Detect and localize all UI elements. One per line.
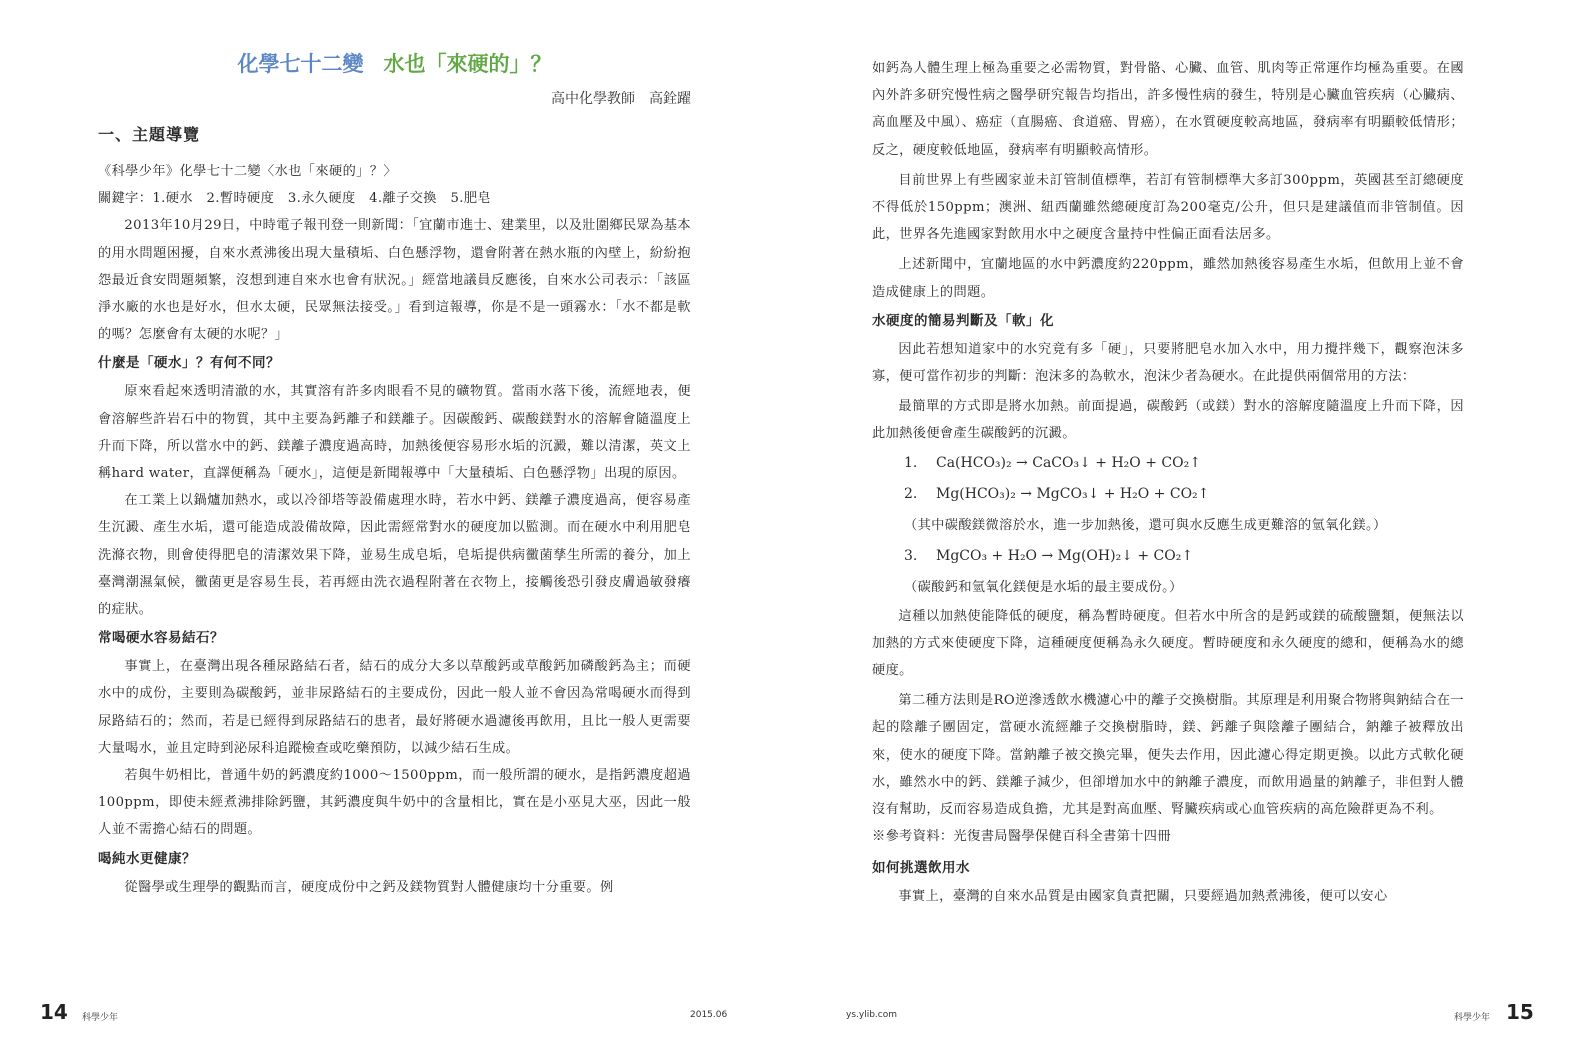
paragraph-what: 原來看起來透明清澈的水，其實溶有許多肉眼看不見的礦物質。當雨水落下後，流經地表，便會溶解些許岩石中的物質，其中主要為鈣離子和鎂離子。因碳酸鈣、碳酸鎂對水的溶解會隨溫度上升而下降，所以當水中的鈣、鎂離子濃度過高時，加熱後便容易形水垢的沉澱，難以清潔，英文上稱hard water，直譯便稱為「硬水」，這便是新聞報導中「大量積垢、白色懸浮物」出現的原因。 <box>98 384 691 482</box>
right-footer <box>794 1000 1588 1030</box>
section-heading: 一、主題導覽 <box>98 125 201 144</box>
paragraph-soap-test: 因此若想知道家中的水究竟有多「硬」，只要將肥皂水加入水中，用力攪拌幾下，觀察泡沫多寡，便可當作初步的判斷：泡沫多的為軟水，泡沫少者為硬水。在此提供兩個常用的方法： <box>872 341 1464 385</box>
reference-line: ※參考資料：光復書局醫學保健百科全書第十四冊 <box>872 829 1171 845</box>
paragraph-continued: 如鈣為人體生理上極為重要之必需物質，對骨骼、心臟、血管、肌肉等正常運作均極為重要。在國內外許多研究慢性病之醫學研究報告均指出，許多慢性病的發生，特別是心臟血管疾病（心臟病、高血壓及中風）、癌症（直腸癌、食道癌、胃癌），在水質硬度較高地區，發病率有明顯較低情形；反之，硬度較低地區，發病率有明顯較高情形。 <box>872 61 1464 158</box>
paragraph-milk: 若與牛奶相比，普通牛奶的鈣濃度約1000～1500ppm，而一般所謂的硬水，是指鈣濃度超過100ppm，即使未經煮沸排除鈣鹽，其鈣濃度與牛奶中的含量相比，實在是小巫見大巫，因此一般人並不需擔心結石的問題。 <box>98 768 691 838</box>
subheading-judge-soften: 水硬度的簡易判斷及「軟」化 <box>872 312 1054 329</box>
equation-2-formula: Mg(HCO₃)₂ → MgCO₃↓ + H₂O + CO₂↑ <box>936 485 1210 502</box>
subheading-kidney-stones: 常喝硬水容易結石？ <box>98 630 224 647</box>
website-url: ys.ylib.com <box>846 1010 897 1020</box>
note-scale: （碳酸鈣和氫氧化鎂便是水垢的最主要成份。） <box>904 579 1183 595</box>
paragraph-news: 2013年10月29日，中時電子報刊登一則新聞：「宜蘭市進士、建業里，以及壯圍鄉民眾為基本的用水問題困擾，自來水煮沸後出現大量積垢、白色懸浮物，還會附著在熱水瓶的內壁上，紛紛抱怨最近食安問題頻繁，沒想到連自來水也會有狀況。」經當地議員反應後，自來水公司表示：「該區淨水廠的水也是好水，但水太硬，民眾無法接受。」看到這報導，你是不是一頭霧水：「水不都是軟的嗎？怎麼會有太硬的水呢？」 <box>98 218 691 343</box>
paragraph-heating: 最簡單的方式即是將水加熱。前面提過，碳酸鈣（或鎂）對水的溶解度隨溫度上升而下降，因此加熱後便會產生碳酸鈣的沉澱。 <box>872 399 1464 442</box>
subheading-what-is-hard-water: 什麼是「硬水」？有何不同？ <box>98 355 280 372</box>
equation-1 <box>904 448 1464 479</box>
subheading-choose-water: 如何挑選飲用水 <box>872 860 970 877</box>
title-series: 化學七十二變 <box>237 52 364 76</box>
magazine-name-left: 科學少年 <box>82 1013 119 1023</box>
equation-3 <box>904 541 1464 572</box>
paragraph-pure: 從醫學或生理學的觀點而言，硬度成份中之鈣及鎂物質對人體健康均十分重要。例 <box>124 879 614 895</box>
paragraph-industry: 在工業上以鍋爐加熱水，或以冷卻塔等設備處理水時，若水中鈣、鎂離子濃度過高，便容易產生沉澱、產生水垢，還可能造成設備故障，因此需經常對水的硬度加以監測。而在硬水中利用肥皂洗滌衣物，則會使得肥皂的清潔效果下降，並易生成皂垢，皂垢提供病黴菌孳生所需的養分，加上臺灣潮濕氣候，黴菌更是容易生長，若再經由洗衣過程附著在衣物上，接觸後恐引發皮膚過敏發癢的症狀。 <box>98 493 691 618</box>
subheading-pure-water: 喝純水更健康？ <box>98 850 196 867</box>
equation-1-formula: Ca(HCO₃)₂ → CaCO₃↓ + H₂O + CO₂↑ <box>936 454 1201 471</box>
paragraph-temporary-hardness: 這種以加熱使能降低的硬度，稱為暫時硬度。但若水中所含的是鈣或鎂的硫酸鹽類，便無法以加熱的方式來使硬度下降，這種硬度便稱為永久硬度。暫時硬度和永久硬度的總和，便稱為水的總硬度。 <box>872 608 1464 679</box>
equation-3-formula: MgCO₃ + H₂O → Mg(OH)₂↓ + CO₂↑ <box>936 547 1194 564</box>
equation-3-number: 3. <box>904 547 918 564</box>
note-magnesium: （其中碳酸鎂微溶於水，進一步加熱後，還可與水反應生成更難溶的氫氧化鎂。） <box>904 517 1387 533</box>
author-line: 高中化學教師 高銓躍 <box>551 91 691 107</box>
equation-1-number: 1. <box>904 454 918 471</box>
keywords-line: 關鍵字：1.硬水 2.暫時硬度 3.永久硬度 4.離子交換 5.肥皂 <box>98 191 492 207</box>
title-main: 水也「來硬的」？ <box>383 52 552 76</box>
paragraph-world-standards: 目前世界上有些國家並未訂管制值標準，若訂有管制標準大多訂300ppm，英國甚至訂總硬度不得低於150ppm；澳洲、紐西蘭雖然總硬度訂為200毫克/公升，但只是建議值而非管制值。因此，世界各先進國家對飲用水中之硬度含量持中性偏正面看法居多。 <box>872 172 1464 243</box>
equation-2-number: 2. <box>904 485 918 502</box>
series-line: 《科學少年》化學七十二變〈水也「來硬的」？〉 <box>98 164 397 179</box>
article-title <box>98 48 691 78</box>
page-number-right: 15 <box>1506 1000 1534 1024</box>
page-number-left: 14 <box>40 1000 68 1024</box>
paragraph-yilan: 上述新聞中，宜蘭地區的水中鈣濃度約220ppm，雖然加熱後容易產生水垢，但飲用上並不會造成健康上的問題。 <box>872 257 1464 300</box>
paragraph-stones: 事實上，在臺灣出現各種尿路結石者，結石的成分大多以草酸鈣或草酸鈣加磷酸鈣為主；而硬水中的成份，主要則為碳酸鈣，並非尿路結石的主要成份，因此一般人並不會因為常喝硬水而得到尿路結石的；然而，若是已經得到尿路結石的患者，最好將硬水過濾後再飲用，且比一般人更需要大量喝水，並且定時到泌尿科追蹤檢查或吃藥預防，以減少結石生成。 <box>98 659 691 756</box>
left-body <box>98 120 691 901</box>
paragraph-ion-exchange: 第二種方法則是RO逆滲透飲水機濾心中的離子交換樹脂。其原理是利用聚合物將與鈉結合在一起的陰離子團固定，當硬水流經離子交換樹脂時，鎂、鈣離子與陰離子團結合，鈉離子被釋放出來，使水的硬度下降。當鈉離子被交換完畢，便失去作用，因此濾心得定期更換。以此方式軟化硬水，雖然水中的鈣、鎂離子減少，但卻增加水中的鈉離子濃度，而飲用過量的鈉離子，非但對人體沒有幫助，反而容易造成負擔，尤其是對高血壓、腎臟疾病或心血管疾病的高危險群更為不利。 <box>872 693 1464 818</box>
paragraph-choose: 事實上，臺灣的自來水品質是由國家負責把關，只要經過加熱煮沸後，便可以安心 <box>898 889 1388 905</box>
equation-2 <box>904 479 1464 510</box>
issue-date: 2015.06 <box>690 1010 728 1020</box>
right-page <box>794 0 1588 1059</box>
magazine-name-right: 科學少年 <box>1454 1013 1491 1023</box>
left-footer <box>0 1000 794 1030</box>
right-body <box>872 55 1464 911</box>
